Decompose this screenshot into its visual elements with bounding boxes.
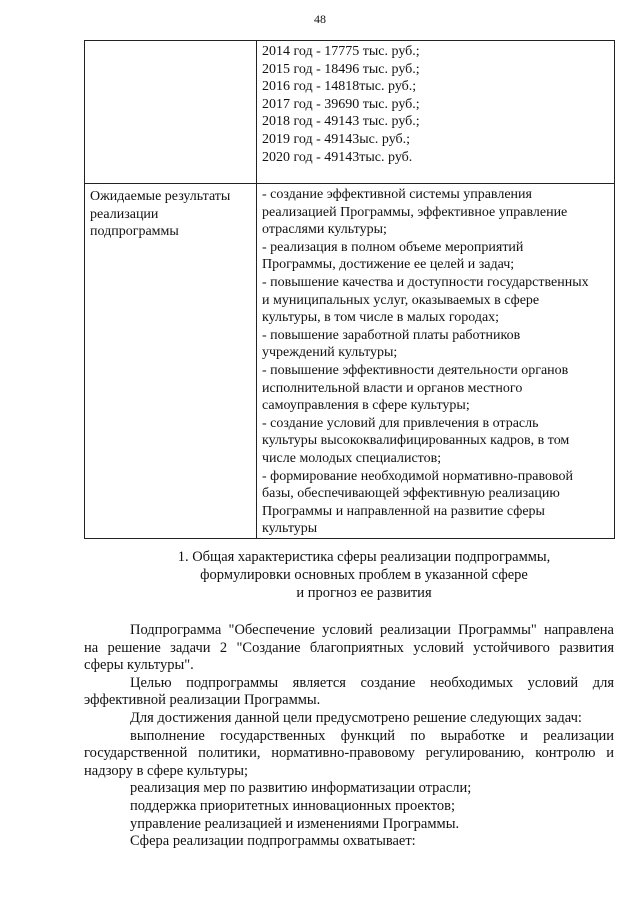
results-line: - формирование необходимой нормативно-правовой xyxy=(262,468,574,484)
body-text xyxy=(84,622,614,851)
funding-line: 2018 год - 49143 тыс. руб.; xyxy=(262,114,420,130)
funding-line: 2020 год - 49143тыс. руб. xyxy=(262,149,413,165)
results-label-line: реализации xyxy=(90,206,159,222)
paragraph-line: надзору в сфере культуры; xyxy=(84,762,248,779)
results-line: учреждений культуры; xyxy=(262,345,398,361)
funding-line: 2019 год - 49143ыс. руб.; xyxy=(262,131,411,147)
section-heading-line: 1. Общая характеристика сферы реализации подпрограммы, xyxy=(177,549,551,565)
list-item: поддержка приоритетных инновационных проектов; xyxy=(130,797,455,814)
passport-table xyxy=(84,40,615,539)
paragraph-line: сферы культуры". xyxy=(84,657,194,674)
results-line: числе молодых специалистов; xyxy=(262,450,442,466)
results-line: - повышение эффективности деятельности органов xyxy=(262,362,569,378)
results-line: - повышение качества и доступности государственных xyxy=(262,274,589,290)
page-number: 48 xyxy=(314,12,326,26)
funding-line: 2015 год - 18496 тыс. руб.; xyxy=(262,61,420,77)
results-line: реализацией Программы, эффективное управление xyxy=(262,204,568,220)
table-row-expected-results xyxy=(85,184,615,539)
results-label-line: подпрограммы xyxy=(90,224,179,240)
results-label-line: Ожидаемые результаты xyxy=(90,189,231,204)
results-line: самоуправления в сфере культуры; xyxy=(262,398,470,414)
results-line: и муниципальных услуг, оказываемых в сфере xyxy=(262,292,540,308)
results-values-cell xyxy=(257,184,615,539)
list-item: управление реализацией и изменениями Программы. xyxy=(130,815,460,832)
list-item: реализация мер по развитию информатизации отрасли; xyxy=(130,780,472,797)
paragraph-line: эффективной реализации Программы. xyxy=(84,692,321,709)
section-heading-line: и прогноз ее развития xyxy=(296,585,432,601)
funding-line: 2017 год - 39690 тыс. руб.; xyxy=(262,96,420,112)
results-line: базы, обеспечивающей эффективную реализацию xyxy=(262,486,560,502)
paragraph-line: Подпрограмма "Обеспечение условий реализации Программы" направлена xyxy=(130,622,614,638)
funding-label-cell xyxy=(85,41,257,184)
paragraph-line: на решение задачи 2 "Создание благоприятных условий устойчивого развития xyxy=(84,639,614,656)
paragraph-line: Для достижения данной цели предусмотрено решение следующих задач: xyxy=(130,709,582,726)
results-line: Программы и направленной на развитие сферы xyxy=(262,503,545,519)
funding-line: 2014 год - 17775 тыс. руб.; xyxy=(262,44,420,59)
results-line: культуры xyxy=(262,521,318,537)
section-heading xyxy=(84,548,640,602)
funding-values-cell xyxy=(257,41,615,184)
funding-line: 2016 год - 14818тыс. руб.; xyxy=(262,79,417,95)
paragraph-line: государственной политики, нормативно-правовому регулированию, контролю и xyxy=(84,745,614,762)
results-line: - создание эффективной системы управления xyxy=(262,187,532,202)
paragraph-line: Целью подпрограммы является создание необходимых условий для xyxy=(130,674,614,691)
results-line: исполнительной власти и органов местного xyxy=(262,380,523,396)
section-heading-line: формулировки основных проблем в указанной сфере xyxy=(200,567,528,583)
results-line: Программы, достижение ее целей и задач; xyxy=(262,257,515,273)
results-line: - реализация в полном объеме мероприятий xyxy=(262,239,524,255)
paragraph-line: выполнение государственных функций по выработке и реализации xyxy=(130,727,614,744)
table-row-funding xyxy=(85,41,615,184)
results-line: - повышение заработной платы работников xyxy=(262,327,521,343)
results-line: культуры высококвалифицированных кадров, в том xyxy=(262,433,570,449)
paragraph-line: Сфера реализации подпрограммы охватывает: xyxy=(130,833,416,850)
results-label-cell xyxy=(85,184,257,539)
results-line: отраслями культуры; xyxy=(262,222,387,238)
results-line: культуры, в том числе в малых городах; xyxy=(262,310,500,326)
results-line: - создание условий для привлечения в отрасль xyxy=(262,415,539,431)
